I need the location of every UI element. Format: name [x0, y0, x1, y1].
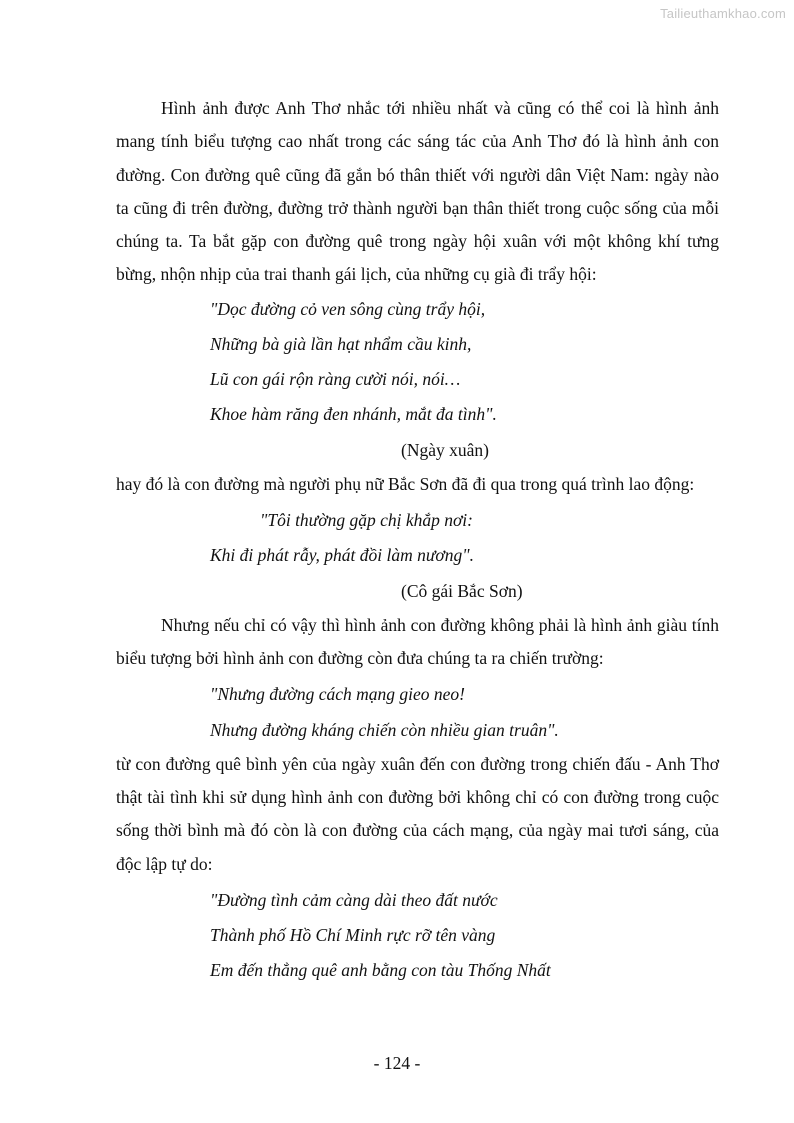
page-number: - 124 - — [373, 1053, 421, 1073]
poem-4-line-2: Thành phố Hồ Chí Minh rực rỡ tên vàng — [210, 925, 496, 946]
paragraph-3: Nhưng nếu chỉ có vậy thì hình ảnh con đường không phải là hình ảnh giàu tính biểu tượng bởi hình ảnh con đường còn đưa chúng ta ra chiến trường: — [116, 614, 719, 668]
poem-1-source: (Ngày xuân) — [401, 439, 489, 460]
poem-4 — [116, 883, 719, 989]
paragraph-2: hay đó là con đường mà người phụ nữ Bắc Sơn đã đi qua trong quá trình lao động: — [116, 473, 695, 494]
poem-2-line-1: "Tôi thường gặp chị khắp nơi: — [260, 510, 473, 531]
poem-4-line-1: "Đường tình cảm càng dài theo đất nước — [210, 889, 498, 910]
watermark: Tailieuthamkhao.com — [660, 6, 786, 21]
document-body — [116, 92, 719, 989]
poem-3-line-2: Nhưng đường kháng chiến còn nhiều gian truân". — [210, 719, 559, 740]
poem-2 — [116, 503, 719, 609]
poem-1-line-2: Những bà già lần hạt nhẩm cầu kinh, — [210, 333, 472, 354]
poem-4-line-3: Em đến thẳng quê anh bằng con tàu Thống Nhất — [210, 960, 551, 981]
poem-1-line-3: Lũ con gái rộn ràng cười nói, nói… — [210, 369, 461, 390]
poem-3-line-1: "Nhưng đường cách mạng gieo neo! — [210, 684, 465, 705]
poem-2-source: (Cô gái Bắc Sơn) — [401, 580, 523, 601]
poem-1 — [116, 292, 719, 468]
poem-1-line-4: Khoe hàm răng đen nhánh, mắt đa tình". — [210, 404, 497, 425]
paragraph-4: từ con đường quê bình yên của ngày xuân đến con đường trong chiến đấu - Anh Thơ thật tài tình khi sử dụng hình ảnh con đường bởi không chỉ có con đường trong cuộc sống thời bình mà đó còn là con đường của cách mạng, của ngày mai tươi sáng, của độc lập tự do: — [116, 753, 719, 874]
paragraph-1: Hình ảnh được Anh Thơ nhắc tới nhiều nhất và cũng có thể coi là hình ảnh mang tính biểu tượng cao nhất trong các sáng tác của Anh Thơ đó là hình ảnh con đường. Con đường quê cũng đã gắn bó thân thiết với người dân Việt Nam: ngày nào ta cũng đi trên đường, đường trở thành người bạn thân thiết trong cuộc sống của mỗi chúng ta. Ta bắt gặp con đường quê trong ngày hội xuân với một không khí tưng bừng, nhộn nhịp của trai thanh gái lịch, của những cụ già đi trẩy hội: — [116, 98, 719, 285]
poem-3 — [116, 677, 719, 747]
poem-1-line-1: "Dọc đường cỏ ven sông cùng trẩy hội, — [210, 298, 486, 319]
poem-2-line-2: Khi đi phát rẫy, phát đồi làm nương". — [210, 545, 474, 566]
